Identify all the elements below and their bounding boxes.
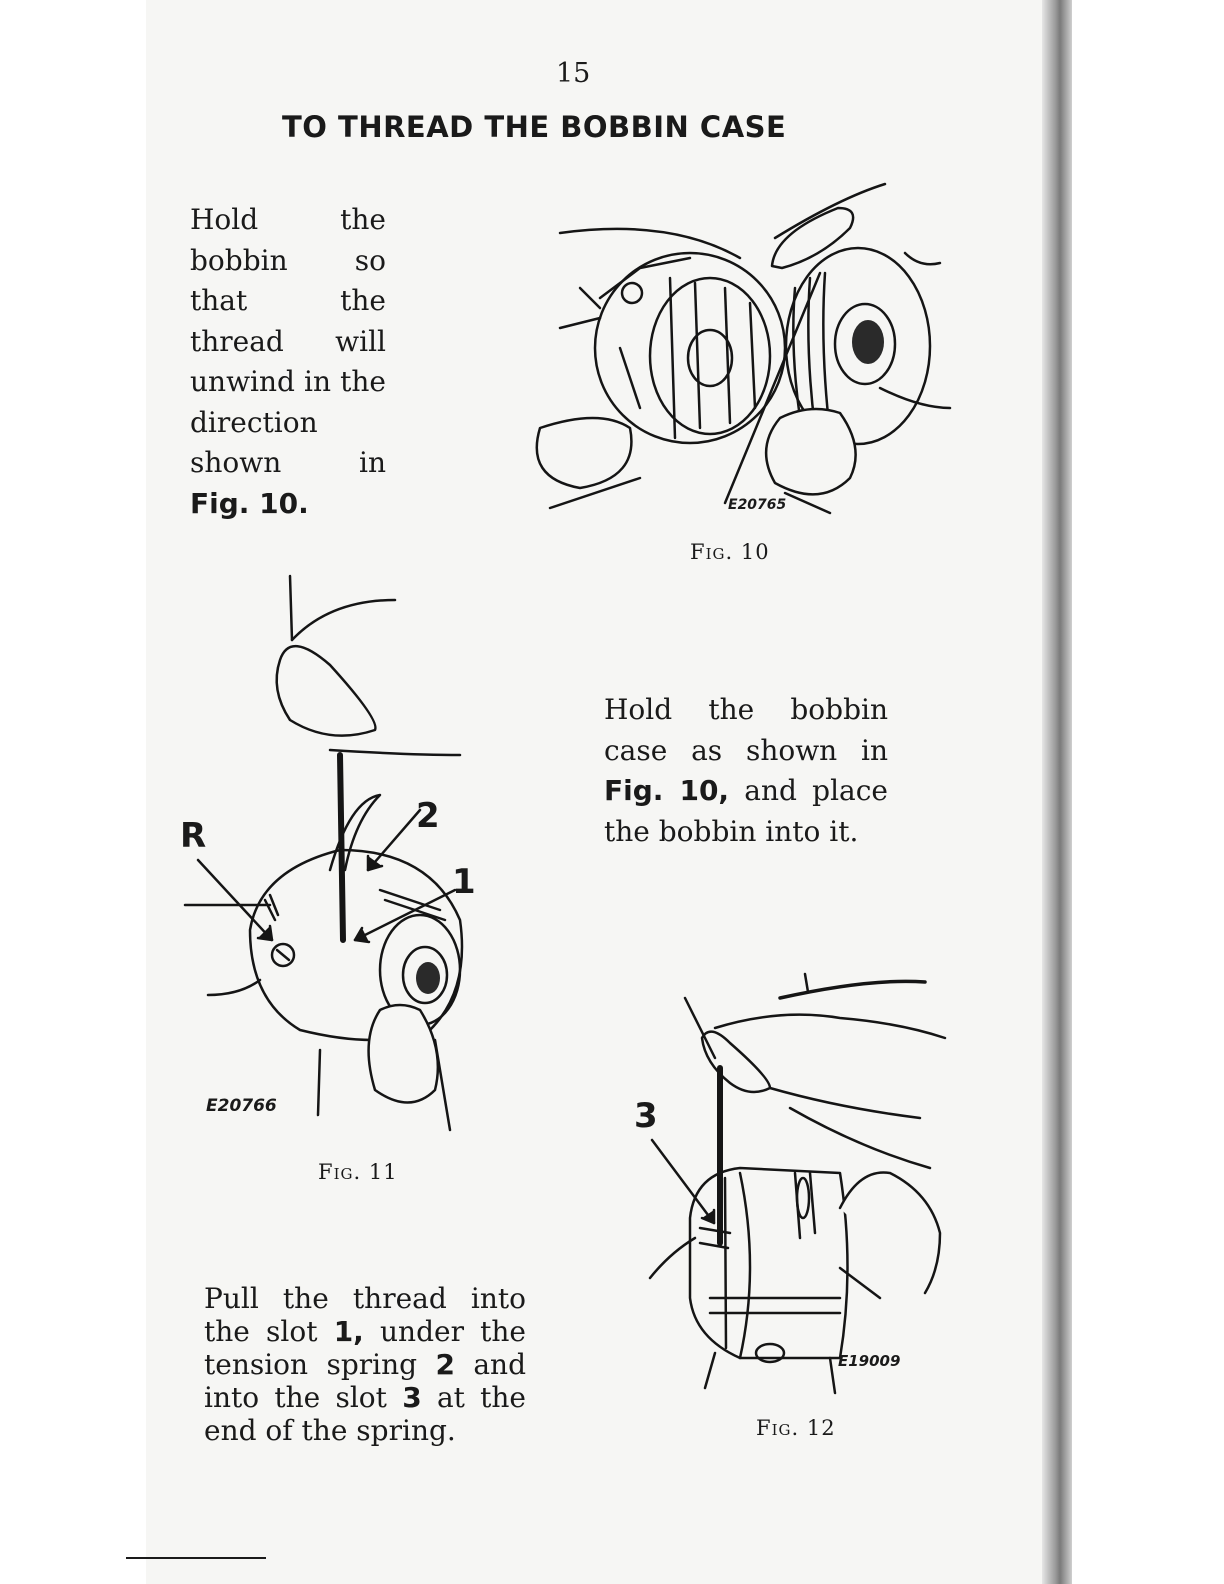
callout-label-1: 1 <box>452 862 476 902</box>
figure-reference: Fig. 10. <box>190 486 309 520</box>
callout-label-r: R <box>180 816 207 856</box>
page-title: TO THREAD THE BOBBIN CASE <box>282 110 787 144</box>
page-number: 15 <box>556 58 591 89</box>
slot-reference: 3 <box>402 1381 422 1414</box>
thumb-outline <box>292 600 395 640</box>
paragraph-text: under the tension spring <box>204 1315 527 1381</box>
paragraph-text: Hold the bobbin case as shown in <box>604 693 888 767</box>
spring-reference: 2 <box>435 1348 455 1381</box>
figure-11-illustration <box>180 570 480 1140</box>
hand-outline <box>560 229 740 258</box>
footer-rule <box>126 1557 266 1559</box>
paragraph-text: Hold the bobbin so that the thread will unwind in the direction shown in <box>190 203 386 479</box>
figure-10-illustration <box>520 178 960 518</box>
fingernail-shape <box>702 1032 770 1092</box>
screw-icon <box>622 283 642 303</box>
arrow-2 <box>368 810 420 870</box>
figure-11-code: E20766 <box>206 1096 277 1116</box>
paragraph-pull-thread <box>204 1282 526 1447</box>
fingertip <box>840 1172 940 1293</box>
slot-reference: 1, <box>333 1315 364 1348</box>
figure-12-illustration <box>640 968 960 1398</box>
finger-outline <box>715 1015 945 1038</box>
callout-label-2: 2 <box>416 796 440 836</box>
paragraph-text: Pull the thread into the slot <box>204 1282 526 1348</box>
bobbin-case-body <box>690 1168 848 1358</box>
scan-margin-left <box>0 0 146 1584</box>
paragraph-text: and place the bobbin into it. <box>604 774 888 848</box>
scan-margin-right <box>1072 0 1224 1584</box>
page-spine-shadow <box>1042 0 1072 1584</box>
figure-12-code: E19009 <box>838 1352 901 1370</box>
thumbnail-shape <box>277 646 376 735</box>
paragraph-hold-bobbin <box>190 200 386 524</box>
figure-10-code: E20765 <box>728 497 787 513</box>
paragraph-text: at the end of the spring. <box>204 1381 527 1447</box>
paragraph-text: and into the slot <box>204 1348 527 1414</box>
figure-11-caption: Fig. 11 <box>318 1160 398 1184</box>
callout-label-3: 3 <box>634 1096 658 1136</box>
screw-icon <box>756 1344 784 1362</box>
spring-tip <box>330 795 380 870</box>
figure-reference: Fig. 10, <box>604 774 730 807</box>
thread-line <box>340 755 343 940</box>
right-fingertip <box>766 409 856 494</box>
bobbin-case-center <box>688 330 732 386</box>
fingertip <box>369 1005 438 1103</box>
figure-12-caption: Fig. 12 <box>756 1416 836 1440</box>
paragraph-hold-bobbin-case <box>604 690 888 852</box>
figure-10-caption: Fig. 10 <box>690 540 770 564</box>
left-fingertip <box>537 418 632 488</box>
